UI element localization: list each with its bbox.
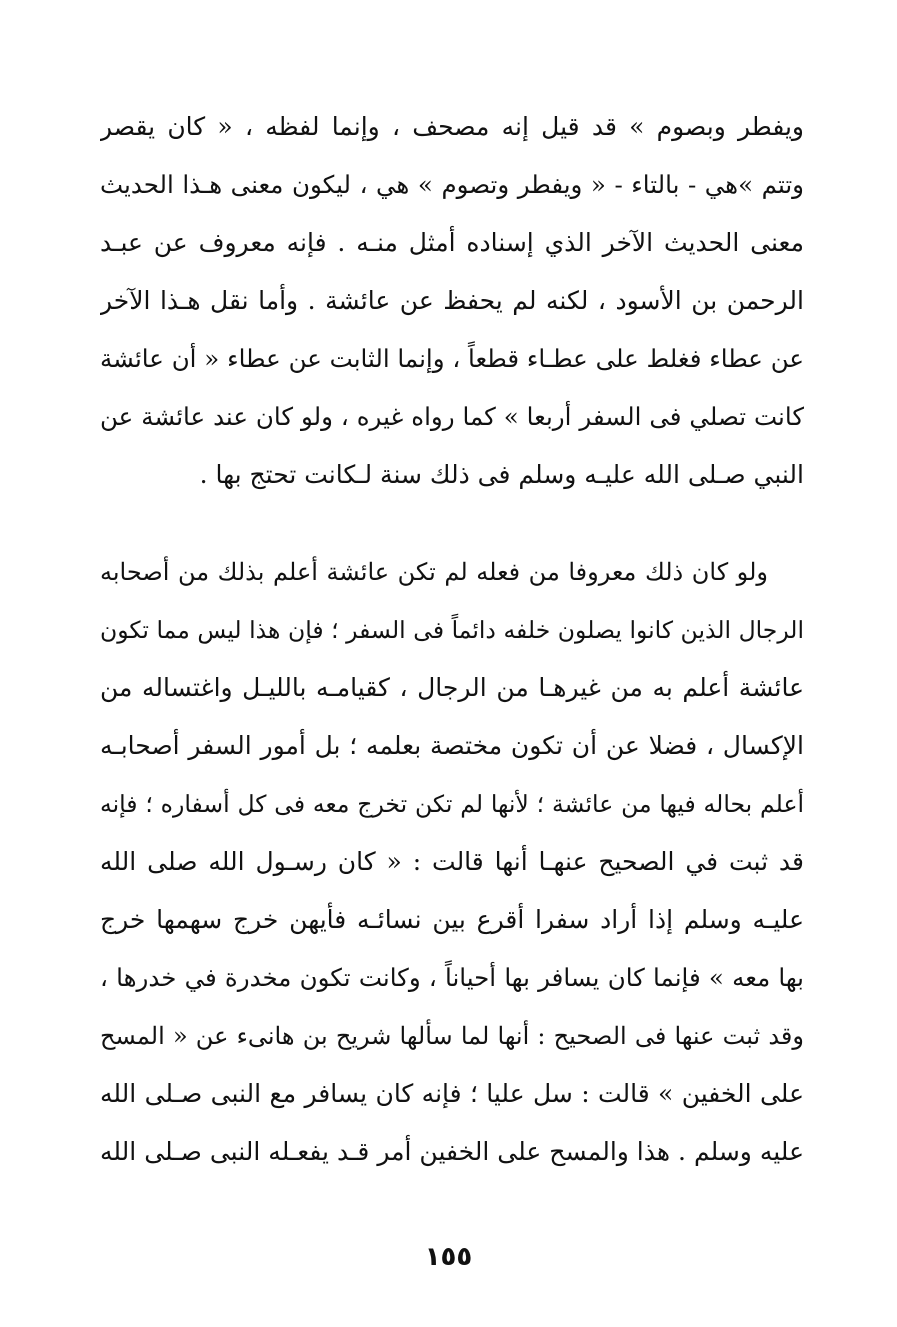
text-line: الرحمن بن الأسود ، لكنه لم يحفظ عن عائشة . وأما نقل هـذا الآخر: [100, 286, 804, 315]
text-line: بها معه » فإنما كان يسافر بها أحياناً ، وكانت تكون مخدرة في خدرها ،: [100, 963, 804, 992]
text-line: عليه وسلم . هذا والمسح على الخفين أمر قـد يفعـله النبى صـلى الله: [100, 1137, 804, 1166]
text-line: عليـه وسلم إذا أراد سفرا أقرع بين نسائـه فأيهن خرج سهمها خرج: [100, 905, 804, 934]
text-line: الرجال الذين كانوا يصلون خلفه دائماً فى السفر ؛ فإن هذا ليس مما تكون: [100, 616, 804, 644]
text-line: الإكسال ، فضلا عن أن تكون مختصة بعلمه ؛ بل أمور السفر أصحابـه: [100, 731, 804, 760]
text-line: ولو كان ذلك معروفا من فعله لم تكن عائشة أعلم بذلك من أصحابه: [100, 558, 768, 586]
text-line: معنى الحديث الآخر الذي إسناده أمثل منـه . فإنه معروف عن عبـد: [100, 228, 804, 257]
text-line: وقد ثبت عنها فى الصحيح : أنها لما سألها شريح بن هانىء عن « المسح: [100, 1022, 804, 1050]
text-line: على الخفين » قالت : سل عليا ؛ فإنه كان يسافر مع النبى صـلى الله: [100, 1079, 804, 1108]
text-line: ويفطر وبصوم » قد قيل إنه مصحف ، وإنما لفظه ، « كان يقصر: [100, 112, 804, 141]
text-line: عن عطاء فغلط على عطـاء قطعاً ، وإنما الثابت عن عطاء « أن عائشة: [100, 344, 804, 373]
text-line: كانت تصلي فى السفر أربعا » كما رواه غيره ، ولو كان عند عائشة عن: [100, 402, 804, 431]
text-line: وتتم »هي - بالتاء - « ويفطر وتصوم » هي ، ليكون معنى هـذا الحديث: [100, 170, 804, 199]
text-line: قد ثبت في الصحيح عنهـا أنها قالت : « كان رسـول الله صلى الله: [100, 847, 804, 876]
text-line: عائشة أعلم به من غيرهـا من الرجال ، كقيامـه بالليـل واغتساله من: [100, 673, 804, 702]
text-line: النبي صـلى الله عليـه وسلم فى ذلك سنة لـكانت تحتج بها .: [199, 460, 804, 489]
page-number: ١٥٥: [424, 1242, 473, 1272]
paragraph-1: [100, 98, 804, 504]
paragraph-2: [100, 543, 804, 1181]
text-line: أعلم بحاله فيها من عائشة ؛ لأنها لم تكن تخرج معه فى كل أسفاره ؛ فإنه: [100, 790, 804, 818]
